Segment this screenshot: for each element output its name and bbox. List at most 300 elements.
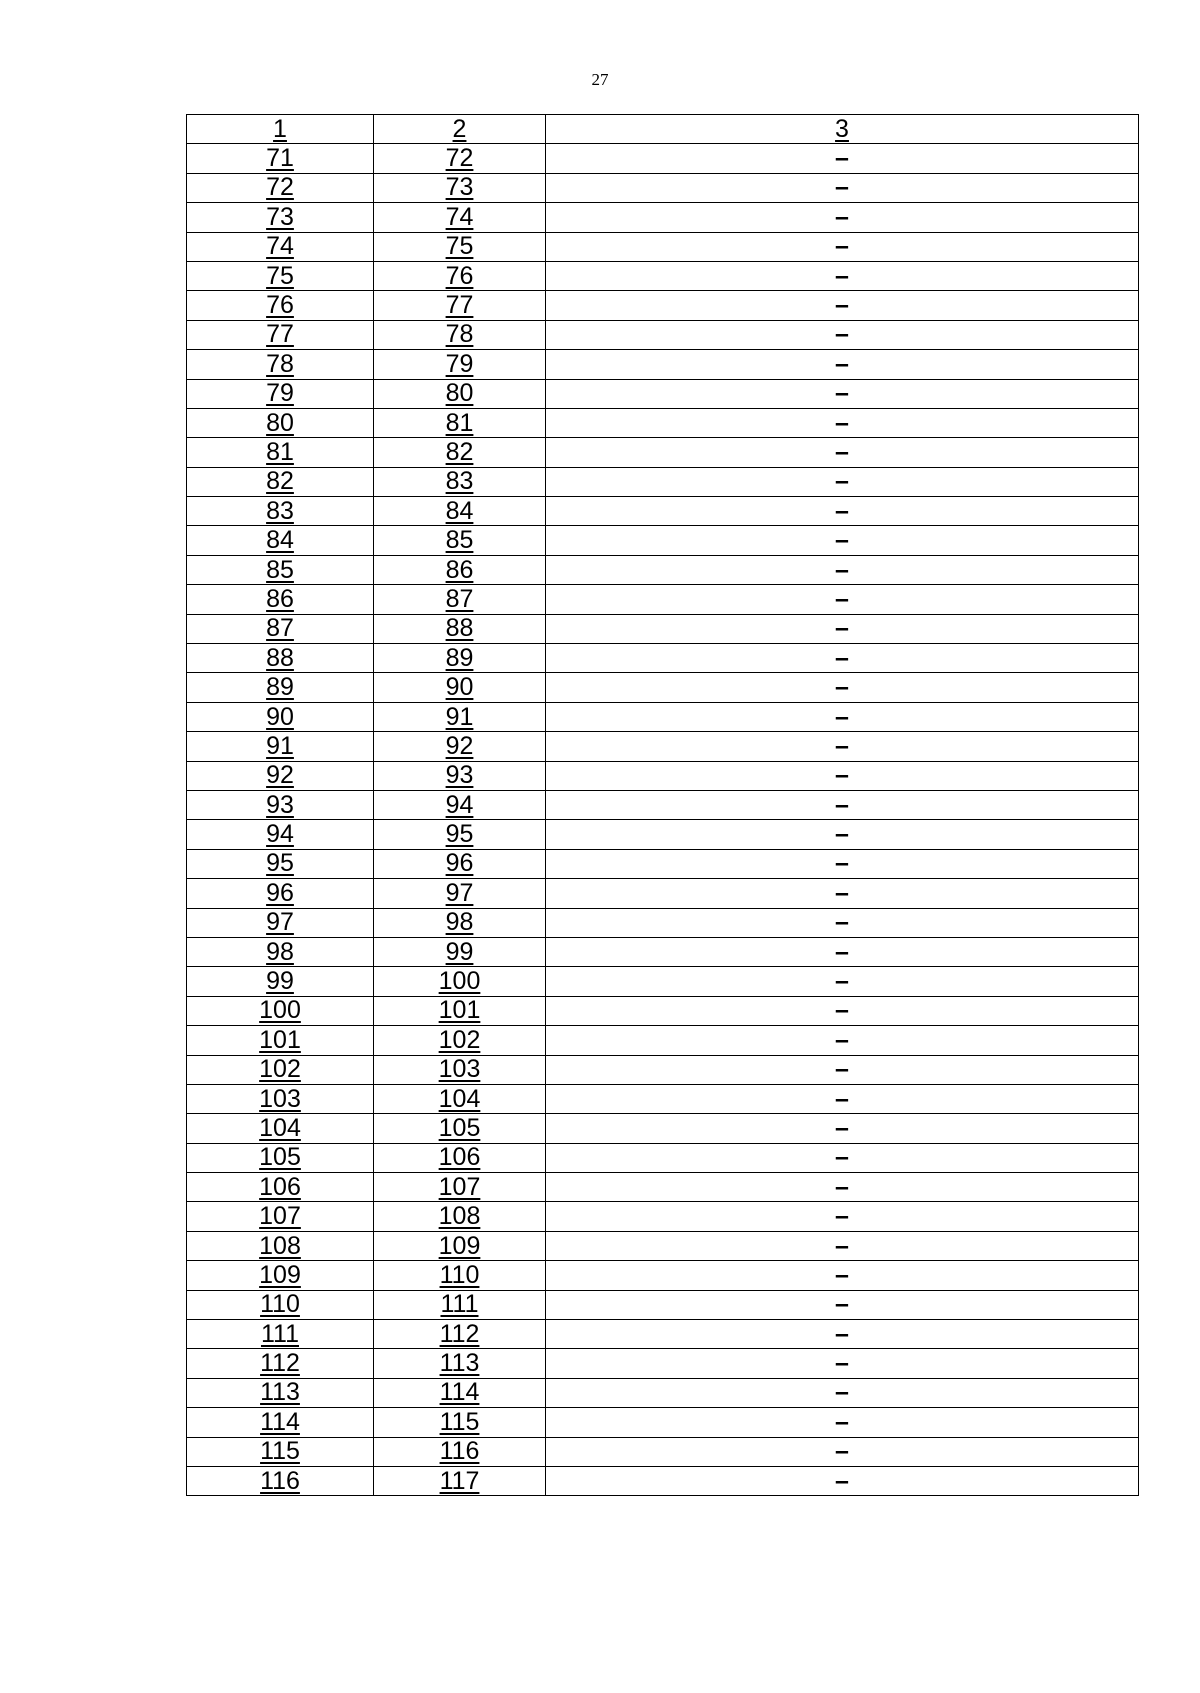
table-cell-col-2 <box>374 820 546 849</box>
table-cell-col-2 <box>374 585 546 614</box>
table-cell-col-1 <box>187 350 374 379</box>
table-cell-text: 102 <box>259 1055 301 1084</box>
table-row <box>187 497 1139 526</box>
table-cell-col-2 <box>374 702 546 731</box>
table-cell-col-2 <box>374 1026 546 1055</box>
table-cell-col-2 <box>374 261 546 290</box>
table-cell-text: 107 <box>438 1172 481 1201</box>
table-cell-text: 86 <box>266 584 294 613</box>
table-row <box>187 820 1139 849</box>
table-cell-text: – <box>835 496 849 525</box>
table-cell-col-2 <box>374 1320 546 1349</box>
table-cell-col-1 <box>187 908 374 937</box>
table-cell-text: 111 <box>440 1290 479 1319</box>
table-row <box>187 144 1139 173</box>
table-cell-col-3 <box>546 790 1139 819</box>
header-cell-text: 1 <box>273 114 287 143</box>
table-cell-col-3 <box>546 908 1139 937</box>
table-row <box>187 1378 1139 1407</box>
table-cell-col-1 <box>187 732 374 761</box>
table-cell-text: 93 <box>266 790 294 819</box>
table-cell-col-3 <box>546 408 1139 437</box>
table-cell-text: 76 <box>266 291 294 320</box>
table-cell-text: 90 <box>266 702 294 731</box>
table-cell-col-1 <box>187 408 374 437</box>
table-cell-col-3 <box>546 732 1139 761</box>
table-cell-col-2 <box>374 526 546 555</box>
table-cell-text: 115 <box>439 1407 480 1436</box>
table-cell-text: – <box>835 173 849 202</box>
table-cell-col-3 <box>546 1143 1139 1172</box>
table-cell-text: 104 <box>259 1113 301 1142</box>
table-cell-col-2 <box>374 1202 546 1231</box>
table-cell-text: 74 <box>445 202 474 231</box>
table-cell-text: 109 <box>438 1231 481 1260</box>
table-cell-col-1 <box>187 1173 374 1202</box>
table-cell-text: – <box>835 1084 849 1113</box>
table-cell-col-3 <box>546 320 1139 349</box>
table-cell-text: 72 <box>266 173 294 202</box>
table-cell-col-1 <box>187 937 374 966</box>
table-cell-col-1 <box>187 967 374 996</box>
table-cell-col-3 <box>546 1055 1139 1084</box>
table-row <box>187 702 1139 731</box>
table-cell-col-2 <box>374 555 546 584</box>
table-cell-col-2 <box>374 1173 546 1202</box>
table-cell-col-2 <box>374 1143 546 1172</box>
table-row <box>187 1349 1139 1378</box>
table-cell-text: 80 <box>445 379 474 408</box>
table-cell-text: – <box>835 349 849 378</box>
table-cell-text: 107 <box>259 1202 301 1231</box>
table-row <box>187 555 1139 584</box>
table-cell-text: 101 <box>259 1025 301 1054</box>
table-cell-text: 113 <box>260 1378 300 1407</box>
table-cell-text: 72 <box>445 144 474 173</box>
table-cell-col-2 <box>374 144 546 173</box>
table-cell-text: 91 <box>266 731 294 760</box>
table-cell-col-2 <box>374 408 546 437</box>
table-cell-col-3 <box>546 261 1139 290</box>
table-cell-col-2 <box>374 967 546 996</box>
table-cell-text: – <box>835 232 849 261</box>
table-cell-col-2 <box>374 497 546 526</box>
table-cell-col-1 <box>187 761 374 790</box>
table-cell-col-1 <box>187 379 374 408</box>
table-cell-col-1 <box>187 144 374 173</box>
table-cell-text: – <box>835 408 849 437</box>
table-cell-col-2 <box>374 937 546 966</box>
table-cell-text: 106 <box>438 1143 481 1172</box>
table-cell-col-3 <box>546 350 1139 379</box>
table-cell-col-2 <box>374 908 546 937</box>
table-cell-col-3 <box>546 849 1139 878</box>
table-cell-col-1 <box>187 1349 374 1378</box>
table-cell-text: – <box>835 1143 849 1172</box>
table-cell-text: 81 <box>445 408 474 437</box>
table-cell-col-1 <box>187 1114 374 1143</box>
table-cell-col-3 <box>546 1173 1139 1202</box>
table-cell-col-2 <box>374 438 546 467</box>
table-cell-text: 88 <box>445 614 474 643</box>
table-cell-col-1 <box>187 996 374 1025</box>
table-cell-text: 102 <box>438 1025 481 1054</box>
table-cell-col-1 <box>187 1290 374 1319</box>
table-cell-col-3 <box>546 379 1139 408</box>
table-cell-text: – <box>835 1290 849 1319</box>
table-cell-text: 75 <box>445 232 474 261</box>
table-cell-text: 77 <box>445 291 474 320</box>
table-cell-col-2 <box>374 1231 546 1260</box>
table-cell-col-2 <box>374 291 546 320</box>
table-cell-col-1 <box>187 291 374 320</box>
table-cell-text: 100 <box>438 967 481 996</box>
table-cell-col-3 <box>546 1349 1139 1378</box>
table-cell-text: – <box>835 937 849 966</box>
table-cell-text: 105 <box>259 1143 301 1172</box>
table-cell-text: – <box>835 144 849 173</box>
table-cell-col-3 <box>546 467 1139 496</box>
table-cell-text: 94 <box>445 790 474 819</box>
table-cell-col-3 <box>546 1437 1139 1466</box>
table-cell-text: 115 <box>260 1437 300 1466</box>
table-cell-col-1 <box>187 497 374 526</box>
table-cell-col-1 <box>187 320 374 349</box>
table-cell-text: 112 <box>260 1349 300 1378</box>
table-cell-text: – <box>835 761 849 790</box>
table-cell-col-3 <box>546 967 1139 996</box>
table-row <box>187 1173 1139 1202</box>
table-cell-col-3 <box>546 1114 1139 1143</box>
table-cell-col-1 <box>187 1437 374 1466</box>
table-cell-text: – <box>835 1407 849 1436</box>
table-cell-col-3 <box>546 1231 1139 1260</box>
table-cell-text: 114 <box>439 1378 480 1407</box>
table-cell-text: 85 <box>266 555 294 584</box>
table-cell-col-2 <box>374 790 546 819</box>
table-cell-text: 100 <box>259 996 301 1025</box>
table-cell-col-1 <box>187 1026 374 1055</box>
table-cell-text: 116 <box>260 1466 300 1495</box>
data-table <box>186 114 1139 1496</box>
table-header-row <box>187 115 1139 144</box>
table-cell-text: – <box>835 437 849 466</box>
table-row <box>187 1320 1139 1349</box>
table-cell-text: – <box>835 202 849 231</box>
table-row <box>187 1437 1139 1466</box>
table-cell-col-1 <box>187 526 374 555</box>
table-row <box>187 1408 1139 1437</box>
table-cell-text: – <box>835 702 849 731</box>
table-cell-text: – <box>835 1319 849 1348</box>
table-cell-text: 110 <box>439 1260 480 1289</box>
table-row <box>187 232 1139 261</box>
table-cell-text: – <box>835 526 849 555</box>
table-cell-col-1 <box>187 438 374 467</box>
table-cell-col-3 <box>546 526 1139 555</box>
table-cell-col-1 <box>187 614 374 643</box>
table-row <box>187 908 1139 937</box>
table-cell-text: 109 <box>259 1260 301 1289</box>
table-cell-text: 98 <box>266 937 294 966</box>
table-row <box>187 790 1139 819</box>
table-cell-col-2 <box>374 467 546 496</box>
table-cell-text: – <box>835 584 849 613</box>
table-row <box>187 585 1139 614</box>
table-cell-text: 74 <box>266 232 294 261</box>
table-cell-text: 89 <box>266 673 294 702</box>
table-cell-col-2 <box>374 1290 546 1319</box>
table-cell-text: 103 <box>438 1055 481 1084</box>
table-cell-col-3 <box>546 497 1139 526</box>
table-row <box>187 467 1139 496</box>
table-cell-text: – <box>835 1055 849 1084</box>
table-row <box>187 1055 1139 1084</box>
table-cell-text: 112 <box>439 1319 480 1348</box>
table-cell-col-1 <box>187 1261 374 1290</box>
table-cell-text: 86 <box>445 555 474 584</box>
table-cell-text: 89 <box>445 643 474 672</box>
table-cell-col-1 <box>187 1143 374 1172</box>
table-row <box>187 644 1139 673</box>
table-cell-text: 99 <box>445 937 474 966</box>
table-cell-text: – <box>835 1378 849 1407</box>
table-cell-text: – <box>835 1466 849 1495</box>
table-cell-text: – <box>835 379 849 408</box>
table-cell-text: – <box>835 849 849 878</box>
table-cell-col-3 <box>546 555 1139 584</box>
table-cell-col-2 <box>374 1114 546 1143</box>
table-cell-text: 95 <box>266 849 294 878</box>
header-cell-col-1 <box>187 115 374 144</box>
table-row <box>187 1026 1139 1055</box>
table-cell-col-2 <box>374 673 546 702</box>
table-cell-text: 93 <box>445 761 474 790</box>
table-cell-text: – <box>835 820 849 849</box>
table-cell-col-1 <box>187 820 374 849</box>
table-cell-col-2 <box>374 614 546 643</box>
table-cell-text: – <box>835 1260 849 1289</box>
table-cell-text: 106 <box>259 1172 301 1201</box>
table-cell-text: 90 <box>445 673 474 702</box>
table-cell-text: 98 <box>445 908 474 937</box>
table-cell-col-3 <box>546 1378 1139 1407</box>
table-cell-col-3 <box>546 1261 1139 1290</box>
table-cell-text: 94 <box>266 820 294 849</box>
table-cell-col-3 <box>546 996 1139 1025</box>
table-cell-col-1 <box>187 849 374 878</box>
table-cell-col-3 <box>546 1026 1139 1055</box>
table-cell-col-1 <box>187 1320 374 1349</box>
table-cell-text: – <box>835 1349 849 1378</box>
table-cell-text: 111 <box>260 1319 299 1348</box>
table-cell-text: – <box>835 1231 849 1260</box>
table-row <box>187 1084 1139 1113</box>
table-row <box>187 203 1139 232</box>
table-cell-text: – <box>835 555 849 584</box>
table-cell-text: 110 <box>260 1290 300 1319</box>
table-row <box>187 996 1139 1025</box>
table-row <box>187 673 1139 702</box>
table-cell-col-2 <box>374 1408 546 1437</box>
table-cell-text: 92 <box>445 731 474 760</box>
table-cell-text: 78 <box>445 320 474 349</box>
table-cell-text: 108 <box>259 1231 301 1260</box>
table-cell-text: 113 <box>439 1349 480 1378</box>
table-cell-col-1 <box>187 1055 374 1084</box>
table-cell-text: – <box>835 790 849 819</box>
table-cell-col-3 <box>546 820 1139 849</box>
table-cell-text: 87 <box>266 614 294 643</box>
table-cell-col-3 <box>546 203 1139 232</box>
table-cell-text: 97 <box>445 878 474 907</box>
table-cell-text: 101 <box>438 996 481 1025</box>
table-cell-text: – <box>835 878 849 907</box>
table-cell-text: 91 <box>445 702 474 731</box>
table-row <box>187 173 1139 202</box>
table-cell-text: – <box>835 1437 849 1466</box>
table-row <box>187 1231 1139 1260</box>
table-cell-text: 97 <box>266 908 294 937</box>
table-row <box>187 379 1139 408</box>
table-cell-text: – <box>835 967 849 996</box>
table-cell-col-1 <box>187 555 374 584</box>
table-cell-col-2 <box>374 379 546 408</box>
table-cell-text: 84 <box>266 526 294 555</box>
table-cell-col-1 <box>187 879 374 908</box>
table-cell-text: – <box>835 291 849 320</box>
table-cell-col-1 <box>187 203 374 232</box>
table-cell-col-2 <box>374 996 546 1025</box>
table-cell-text: 99 <box>266 967 294 996</box>
header-cell-col-2 <box>374 115 546 144</box>
table-cell-col-1 <box>187 644 374 673</box>
table-cell-text: 73 <box>266 202 294 231</box>
table-cell-col-3 <box>546 879 1139 908</box>
table-cell-col-1 <box>187 1378 374 1407</box>
table-cell-col-3 <box>546 1290 1139 1319</box>
table-cell-col-2 <box>374 1055 546 1084</box>
table-cell-col-2 <box>374 1466 546 1495</box>
table-cell-col-3 <box>546 173 1139 202</box>
table-cell-text: 104 <box>438 1084 481 1113</box>
table-cell-text: – <box>835 908 849 937</box>
header-cell-text: 3 <box>835 114 849 143</box>
table-cell-col-3 <box>546 614 1139 643</box>
table-cell-text: 88 <box>266 643 294 672</box>
table-cell-text: 83 <box>445 467 474 496</box>
table-cell-text: 78 <box>266 349 294 378</box>
table-cell-text: 79 <box>266 379 294 408</box>
table-row <box>187 879 1139 908</box>
table-cell-col-3 <box>546 1466 1139 1495</box>
table-cell-col-3 <box>546 291 1139 320</box>
table-cell-col-3 <box>546 144 1139 173</box>
table-cell-text: 87 <box>445 584 474 613</box>
table-cell-text: 96 <box>445 849 474 878</box>
table-row <box>187 1114 1139 1143</box>
table-cell-text: – <box>835 673 849 702</box>
table-cell-col-3 <box>546 1202 1139 1231</box>
table-row <box>187 967 1139 996</box>
table-cell-text: 76 <box>445 261 474 290</box>
table-row <box>187 937 1139 966</box>
table-cell-col-2 <box>374 849 546 878</box>
table-cell-text: 95 <box>445 820 474 849</box>
table-cell-text: 83 <box>266 496 294 525</box>
table-row <box>187 1261 1139 1290</box>
table-cell-text: 71 <box>266 144 294 173</box>
table-row <box>187 1143 1139 1172</box>
table-cell-text: – <box>835 996 849 1025</box>
table-cell-col-3 <box>546 1320 1139 1349</box>
table-cell-col-2 <box>374 1349 546 1378</box>
table-cell-col-2 <box>374 173 546 202</box>
table-cell-col-2 <box>374 732 546 761</box>
table-cell-col-2 <box>374 350 546 379</box>
table-row <box>187 1202 1139 1231</box>
table-cell-text: 77 <box>266 320 294 349</box>
table-row <box>187 291 1139 320</box>
table-cell-col-1 <box>187 467 374 496</box>
table-cell-text: 82 <box>266 467 294 496</box>
table-cell-col-3 <box>546 232 1139 261</box>
table-cell-text: 103 <box>259 1084 301 1113</box>
table-cell-col-1 <box>187 1202 374 1231</box>
table-cell-text: 114 <box>260 1407 300 1436</box>
table-row <box>187 320 1139 349</box>
header-cell-col-3 <box>546 115 1139 144</box>
table-cell-text: 85 <box>445 526 474 555</box>
table-row <box>187 849 1139 878</box>
table-cell-text: 84 <box>445 496 474 525</box>
table-cell-text: 105 <box>438 1113 481 1142</box>
table-row <box>187 261 1139 290</box>
table-cell-text: 92 <box>266 761 294 790</box>
table-cell-col-3 <box>546 1408 1139 1437</box>
table-cell-col-1 <box>187 1084 374 1113</box>
table-cell-col-3 <box>546 761 1139 790</box>
table-cell-text: – <box>835 1172 849 1201</box>
table-cell-col-1 <box>187 673 374 702</box>
table-cell-col-1 <box>187 1408 374 1437</box>
table-row <box>187 408 1139 437</box>
table-cell-col-2 <box>374 203 546 232</box>
table-row <box>187 732 1139 761</box>
table-cell-text: – <box>835 1113 849 1142</box>
table-cell-text: 82 <box>445 437 474 466</box>
table-cell-col-3 <box>546 644 1139 673</box>
table-cell-col-1 <box>187 1466 374 1495</box>
table-cell-col-2 <box>374 761 546 790</box>
table-row <box>187 526 1139 555</box>
table-cell-text: – <box>835 643 849 672</box>
table-cell-col-3 <box>546 702 1139 731</box>
header-cell-text: 2 <box>452 114 467 143</box>
table-cell-text: 79 <box>445 349 474 378</box>
table-row <box>187 350 1139 379</box>
table-cell-col-3 <box>546 673 1139 702</box>
page-number: 27 <box>591 70 609 89</box>
table-cell-text: 108 <box>438 1202 481 1231</box>
table-cell-col-1 <box>187 173 374 202</box>
table-cell-col-1 <box>187 232 374 261</box>
table-cell-text: 116 <box>439 1437 480 1466</box>
table-row <box>187 438 1139 467</box>
table-cell-col-2 <box>374 1378 546 1407</box>
table-row <box>187 761 1139 790</box>
table-cell-text: 81 <box>266 437 294 466</box>
